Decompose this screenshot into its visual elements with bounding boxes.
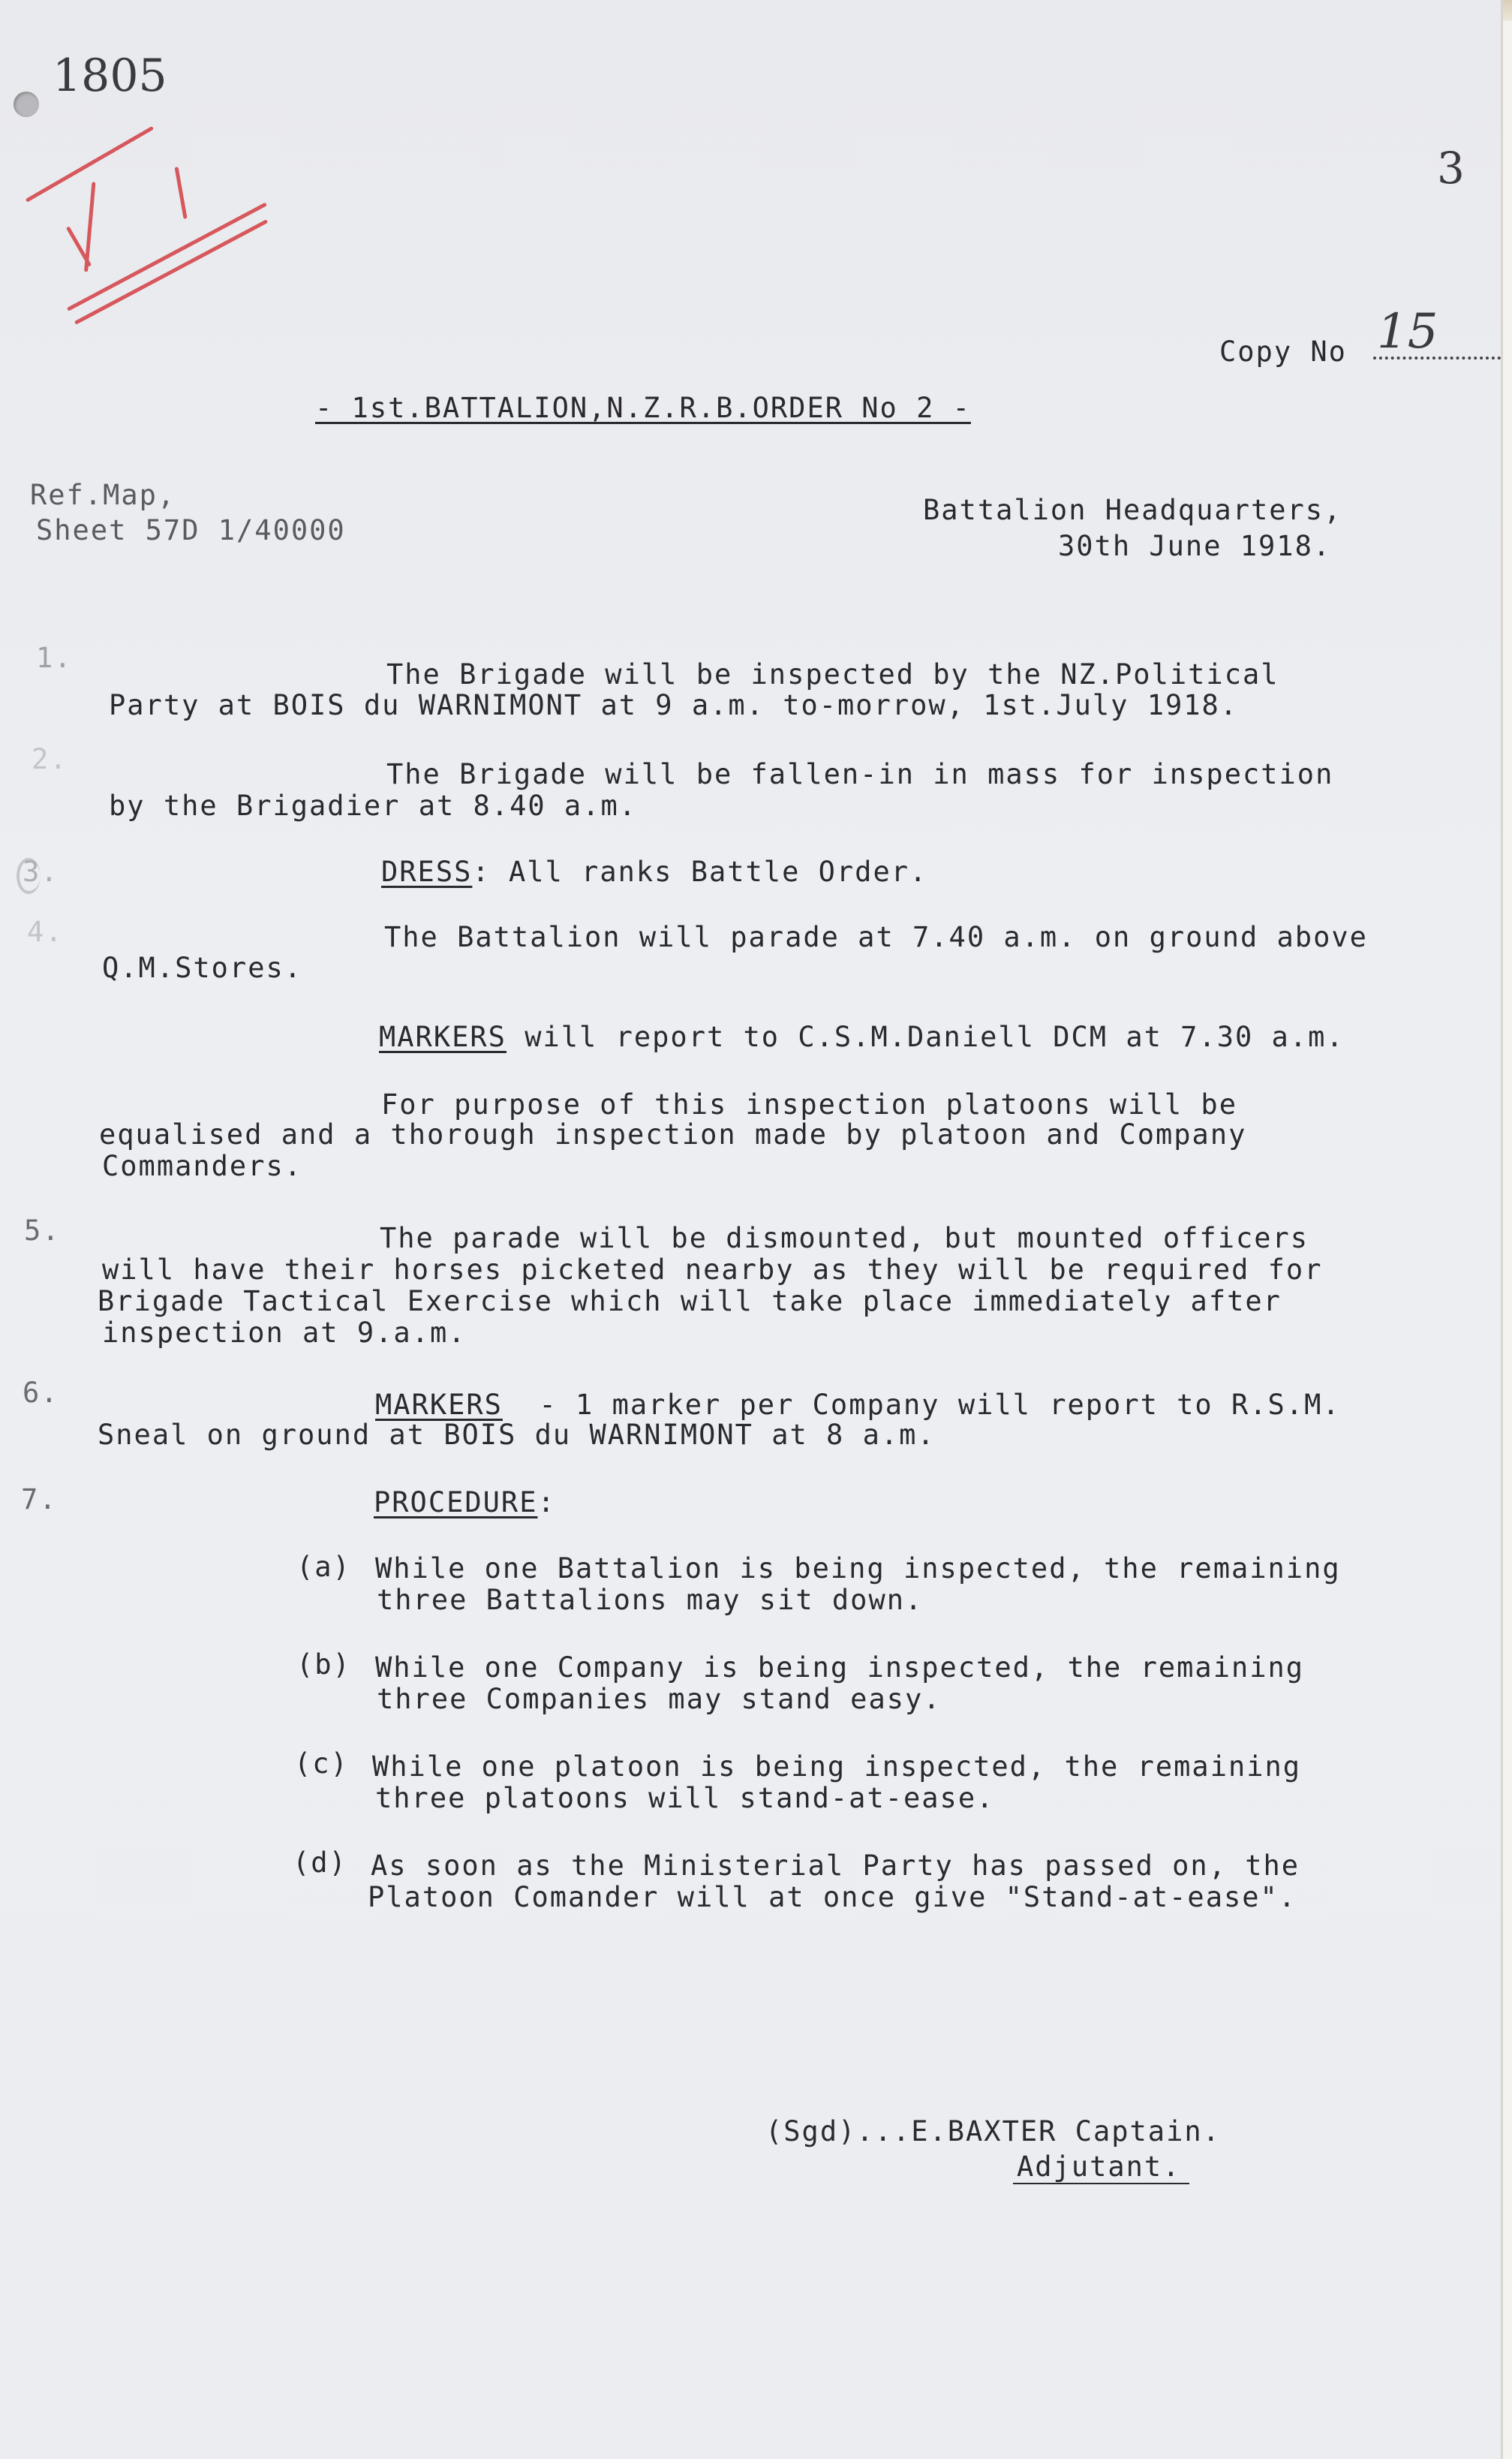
markers-text: will report to C.S.M.Daniell DCM at 7.30 a.m. [506, 1021, 1345, 1053]
procedure-a-line2: three Battalions may sit down. [377, 1584, 924, 1616]
ref-map-line1: Ref.Map, [30, 479, 176, 511]
inspection-line1: For purpose of this inspection platoons will be [381, 1088, 1237, 1121]
inspection-line3: Commanders. [102, 1150, 303, 1182]
paragraph-number: 6. [23, 1377, 59, 1409]
copy-label: Copy No [1219, 336, 1347, 368]
paragraph-1-line1: The Brigade will be inspected by the NZ.Political [386, 658, 1279, 691]
paragraph-number: 1. [36, 642, 73, 674]
markers-label: MARKERS [379, 1021, 507, 1053]
procedure-key: (b) [296, 1648, 351, 1681]
signature-line: (Sgd)...E.BAXTER Captain. [765, 2115, 1221, 2147]
markers-csm-line [379, 1021, 1345, 1053]
procedure-label: PROCEDURE [374, 1486, 538, 1518]
paragraph-6-line2: Sneal on ground at BOIS du WARNIMONT at 8 a.m. [98, 1419, 936, 1451]
date-line: 30th June 1918. [1058, 530, 1332, 562]
ref-map-line2: Sheet 57D 1/40000 [36, 514, 346, 546]
procedure-b-line2: three Companies may stand easy. [377, 1683, 942, 1715]
signature-underline [1013, 2183, 1189, 2184]
procedure-colon: : [537, 1486, 556, 1518]
procedure-d-line1: As soon as the Ministerial Party has passed on, the [371, 1850, 1300, 1882]
paragraph-number: 2. [32, 743, 68, 775]
paragraph-number: 7. [21, 1483, 58, 1515]
paragraph-5-line3: Brigade Tactical Exercise which will take place immediately after [98, 1285, 1282, 1317]
paragraph-number: 5. [24, 1214, 61, 1247]
markers-label: MARKERS [375, 1389, 503, 1421]
order-title: - 1st.BATTALION,N.Z.R.B.ORDER No 2 - [315, 392, 971, 424]
markers-rsm-line [375, 1389, 1341, 1421]
file-number: 1805 [53, 50, 167, 102]
punch-hole-icon [14, 92, 39, 117]
paragraph-2-line1: The Brigade will be fallen-in in mass for inspection [386, 758, 1334, 790]
paragraph-4-line2: Q.M.Stores. [102, 952, 303, 984]
procedure-c-line1: While one platoon is being inspected, the remaining [372, 1750, 1302, 1783]
red-handwritten-mark [23, 135, 278, 330]
page-number: 3 [1437, 143, 1465, 194]
procedure-key: (a) [296, 1551, 351, 1583]
procedure-key: (c) [294, 1747, 349, 1780]
dress-text: : All ranks Battle Order. [472, 856, 928, 888]
paragraph-1-line2: Party at BOIS du WARNIMONT at 9 a.m. to-morrow, 1st.July 1918. [109, 689, 1239, 721]
dress-line [381, 856, 927, 888]
procedure-c-line2: three platoons will stand-at-ease. [375, 1782, 995, 1814]
markers-rsm-text: - 1 marker per Company will report to R.S.M. [539, 1389, 1341, 1421]
paragraph-5-line1: The parade will be dismounted, but mounted officers [380, 1222, 1309, 1254]
signature-title: Adjutant. [1017, 2150, 1181, 2183]
headquarters-line: Battalion Headquarters, [923, 494, 1342, 526]
paragraph-5-line4: inspection at 9.a.m. [102, 1317, 467, 1349]
paragraph-4-line1: The Battalion will parade at 7.40 a.m. on ground above [384, 921, 1368, 953]
dress-label: DRESS [381, 856, 473, 888]
procedure-d-line2: Platoon Comander will at once give "Stand-at-ease". [368, 1881, 1297, 1913]
paragraph-number: 4. [27, 916, 64, 948]
procedure-heading [374, 1486, 556, 1518]
paragraph-2-line2: by the Brigadier at 8.40 a.m. [109, 790, 638, 822]
procedure-a-line1: While one Battalion is being inspected, the remaining [375, 1552, 1341, 1585]
copy-number-line [1373, 357, 1501, 360]
inspection-line2: equalised and a thorough inspection made by platoon and Company [99, 1118, 1247, 1151]
procedure-key: (d) [293, 1847, 347, 1879]
copy-number: 15 [1377, 304, 1438, 360]
paragraph-5-line2: will have their horses picketed nearby as they will be required for [102, 1254, 1323, 1286]
procedure-b-line1: While one Company is being inspected, the remaining [375, 1651, 1305, 1684]
paragraph-number: 3. [23, 856, 59, 888]
